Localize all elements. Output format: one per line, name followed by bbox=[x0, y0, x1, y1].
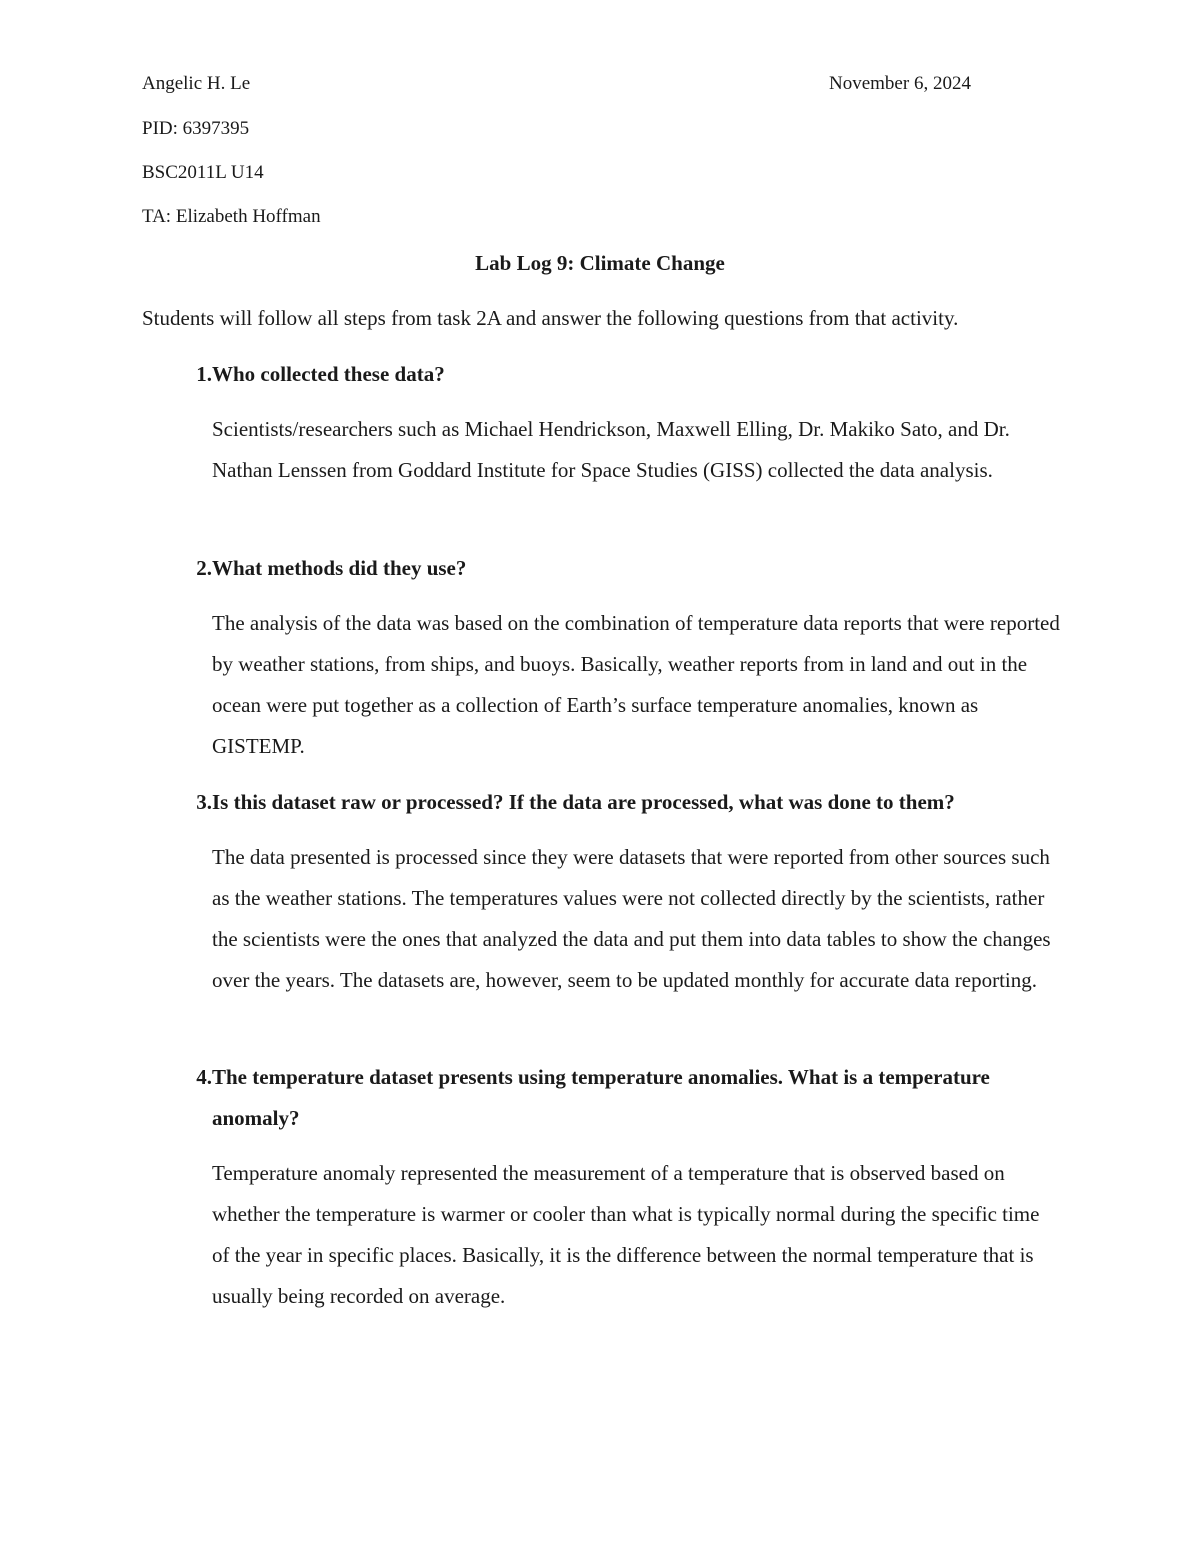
question-heading bbox=[142, 548, 1062, 589]
question-number: 3. bbox=[196, 790, 212, 814]
question-item-4 bbox=[142, 1057, 1062, 1317]
question-text: What methods did they use? bbox=[212, 556, 467, 580]
student-pid: PID: 6397395 bbox=[142, 118, 250, 139]
question-number: 4. bbox=[196, 1065, 212, 1089]
answer-text: Scientists/researchers such as Michael Hendrickson, Maxwell Elling, Dr. Makiko Sato, and Dr. Nathan Lenssen from Goddard Institute for Space Studies (GISS) collected the data analysis. bbox=[212, 417, 1010, 482]
question-item-2 bbox=[142, 548, 1062, 767]
question-text: The temperature dataset presents using temperature anomalies. What is a temperature anomaly? bbox=[212, 1065, 990, 1130]
question-text: Who collected these data? bbox=[212, 362, 445, 386]
author-name: Angelic H. Le bbox=[142, 73, 251, 94]
question-heading bbox=[142, 782, 1062, 823]
question-heading bbox=[142, 1057, 1062, 1139]
question-item-1 bbox=[142, 354, 1062, 491]
course-code: BSC2011L U14 bbox=[142, 162, 264, 183]
answer-text: The data presented is processed since they were datasets that were reported from other sources such as the weather stations. The temperatures values were not collected directly by the scientists, rather the scientists were the ones that analyzed the data and put them into data tables to show the changes over the years. The datasets are, however, seem to be updated monthly for accurate data reporting. bbox=[212, 845, 1051, 992]
answer-text: Temperature anomaly represented the measurement of a temperature that is observed based on whether the temperature is warmer or cooler than what is typically normal during the specific time of the year in specific places. Basically, it is the difference between the normal temperature that is usually being recorded on average. bbox=[212, 1161, 1040, 1308]
teaching-assistant: TA: Elizabeth Hoffman bbox=[142, 206, 321, 227]
document-date: November 6, 2024 bbox=[829, 73, 971, 94]
document-title: Lab Log 9: Climate Change bbox=[475, 251, 725, 275]
question-heading bbox=[142, 354, 1062, 395]
question-text: Is this dataset raw or processed? If the data are processed, what was done to them? bbox=[212, 790, 955, 814]
answer-text: The analysis of the data was based on the combination of temperature data reports that were reported by weather stations, from ships, and buoys. Basically, weather reports from in land and out in the ocean were put together as a collection of Earth’s surface temperature anomalies, known as GISTEMP. bbox=[212, 611, 1060, 758]
intro-paragraph: Students will follow all steps from task 2A and answer the following questions from that activity. bbox=[142, 306, 959, 330]
question-number: 2. bbox=[196, 556, 212, 580]
question-item-3 bbox=[142, 782, 1062, 1001]
question-number: 1. bbox=[196, 362, 212, 386]
